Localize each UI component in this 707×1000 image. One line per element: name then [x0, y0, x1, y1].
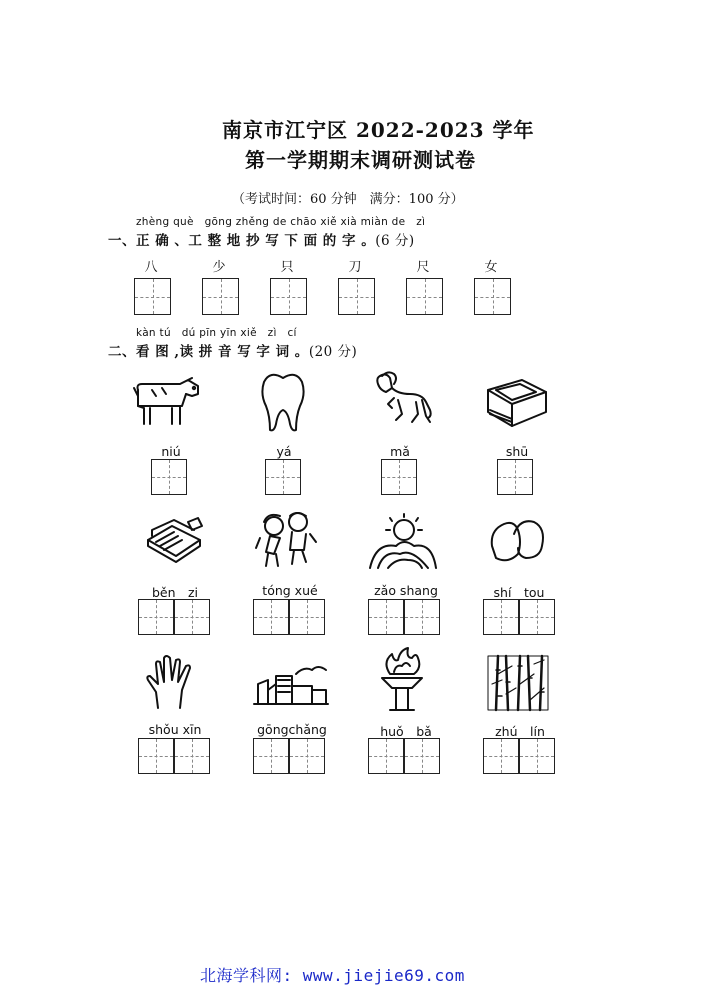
- q2-pinyin: kàn tú dú pīn yīn xiě zì cí: [136, 327, 297, 339]
- q1-heading: [108, 229, 415, 249]
- book-icon: [482, 376, 550, 430]
- q2-item-6-box-1[interactable]: [253, 599, 289, 635]
- q1-writing-box-6[interactable]: [474, 278, 511, 315]
- exam-title-line2: 第一学期期末调研测试卷: [245, 148, 476, 172]
- classmates-icon: [252, 508, 320, 572]
- q2-number: 二、: [108, 344, 136, 360]
- q2-item-4-box[interactable]: [497, 459, 533, 495]
- q1-writing-box-5[interactable]: [406, 278, 443, 315]
- q1-char-3: 只: [280, 260, 294, 275]
- ox-icon: [132, 376, 204, 428]
- q1-writing-box-1[interactable]: [134, 278, 171, 315]
- sunrise-icon: [368, 512, 438, 572]
- footer-website[interactable]: 北海学科网: www.jiejie69.com: [200, 966, 465, 985]
- q2-item-12-box-2[interactable]: [519, 738, 555, 774]
- q2-item-5-box-2[interactable]: [174, 599, 210, 635]
- torch-icon: [376, 648, 428, 712]
- tooth-icon: [258, 372, 308, 434]
- q2-item-4-pinyin: shū: [505, 444, 529, 459]
- q2-heading: [108, 340, 357, 360]
- q1-number: 一、: [108, 233, 136, 249]
- q1-char-2: 少: [212, 260, 226, 275]
- q2-item-3-box[interactable]: [381, 459, 417, 495]
- q1-char-4: 刀: [348, 260, 362, 275]
- notebook-icon: [144, 516, 206, 566]
- q1-writing-box-2[interactable]: [202, 278, 239, 315]
- q2-item-11-pinyin: huǒ bǎ: [380, 724, 432, 739]
- q2-item-10-pinyin: gōngchǎng: [257, 722, 327, 737]
- q2-item-7-box-1[interactable]: [368, 599, 404, 635]
- q2-item-9-box-2[interactable]: [174, 738, 210, 774]
- q1-writing-box-3[interactable]: [270, 278, 307, 315]
- q2-item-5-box-1[interactable]: [138, 599, 174, 635]
- q1-char-1: 八: [144, 260, 158, 275]
- hand-icon: [146, 654, 196, 710]
- q1-char-6: 女: [484, 260, 498, 275]
- q2-item-7-box-2[interactable]: [404, 599, 440, 635]
- stone-icon: [488, 514, 548, 566]
- q2-item-12-pinyin: zhú lín: [495, 724, 545, 739]
- q2-item-11-box-2[interactable]: [404, 738, 440, 774]
- q2-item-2-pinyin: yá: [276, 444, 292, 459]
- q1-char-5: 尺: [416, 260, 430, 275]
- q1-writing-box-4[interactable]: [338, 278, 375, 315]
- q2-item-10-box-2[interactable]: [289, 738, 325, 774]
- exam-title-line1: 南京市江宁区 2022-2023 学年: [222, 118, 535, 142]
- q2-item-1-box[interactable]: [151, 459, 187, 495]
- q2-item-9-box-1[interactable]: [138, 738, 174, 774]
- q2-item-8-box-2[interactable]: [519, 599, 555, 635]
- q2-item-6-pinyin: tóng xué: [262, 583, 318, 598]
- q2-item-10-box-1[interactable]: [253, 738, 289, 774]
- q2-item-8-box-1[interactable]: [483, 599, 519, 635]
- q2-item-7-pinyin: zǎo shang: [374, 583, 438, 598]
- q2-item-11-box-1[interactable]: [368, 738, 404, 774]
- q2-text: 看 图 ,读 拼 音 写 字 词 。: [136, 344, 309, 360]
- q1-text: 正 确 、工 整 地 抄 写 下 面 的 字 。: [136, 233, 376, 249]
- q2-item-8-pinyin: shí tou: [493, 585, 545, 600]
- q2-item-12-box-1[interactable]: [483, 738, 519, 774]
- q2-item-6-box-2[interactable]: [289, 599, 325, 635]
- q2-item-9-pinyin: shǒu xīn: [148, 722, 202, 737]
- q2-points: (20 分): [308, 344, 358, 360]
- factory-icon: [252, 660, 330, 706]
- q2-item-5-pinyin: běn zi: [151, 585, 199, 600]
- exam-info: （考试时间：60 分钟 满分：100 分）: [232, 192, 464, 207]
- bamboo-icon: [486, 654, 550, 712]
- q2-item-3-pinyin: mǎ: [390, 444, 410, 459]
- q1-points: (6 分): [375, 233, 415, 249]
- q2-item-1-pinyin: niú: [161, 444, 181, 459]
- q2-item-2-box[interactable]: [265, 459, 301, 495]
- horse-icon: [372, 370, 434, 432]
- q1-pinyin: zhèng què gōng zhěng de chāo xiě xià miàn de zì: [136, 216, 426, 228]
